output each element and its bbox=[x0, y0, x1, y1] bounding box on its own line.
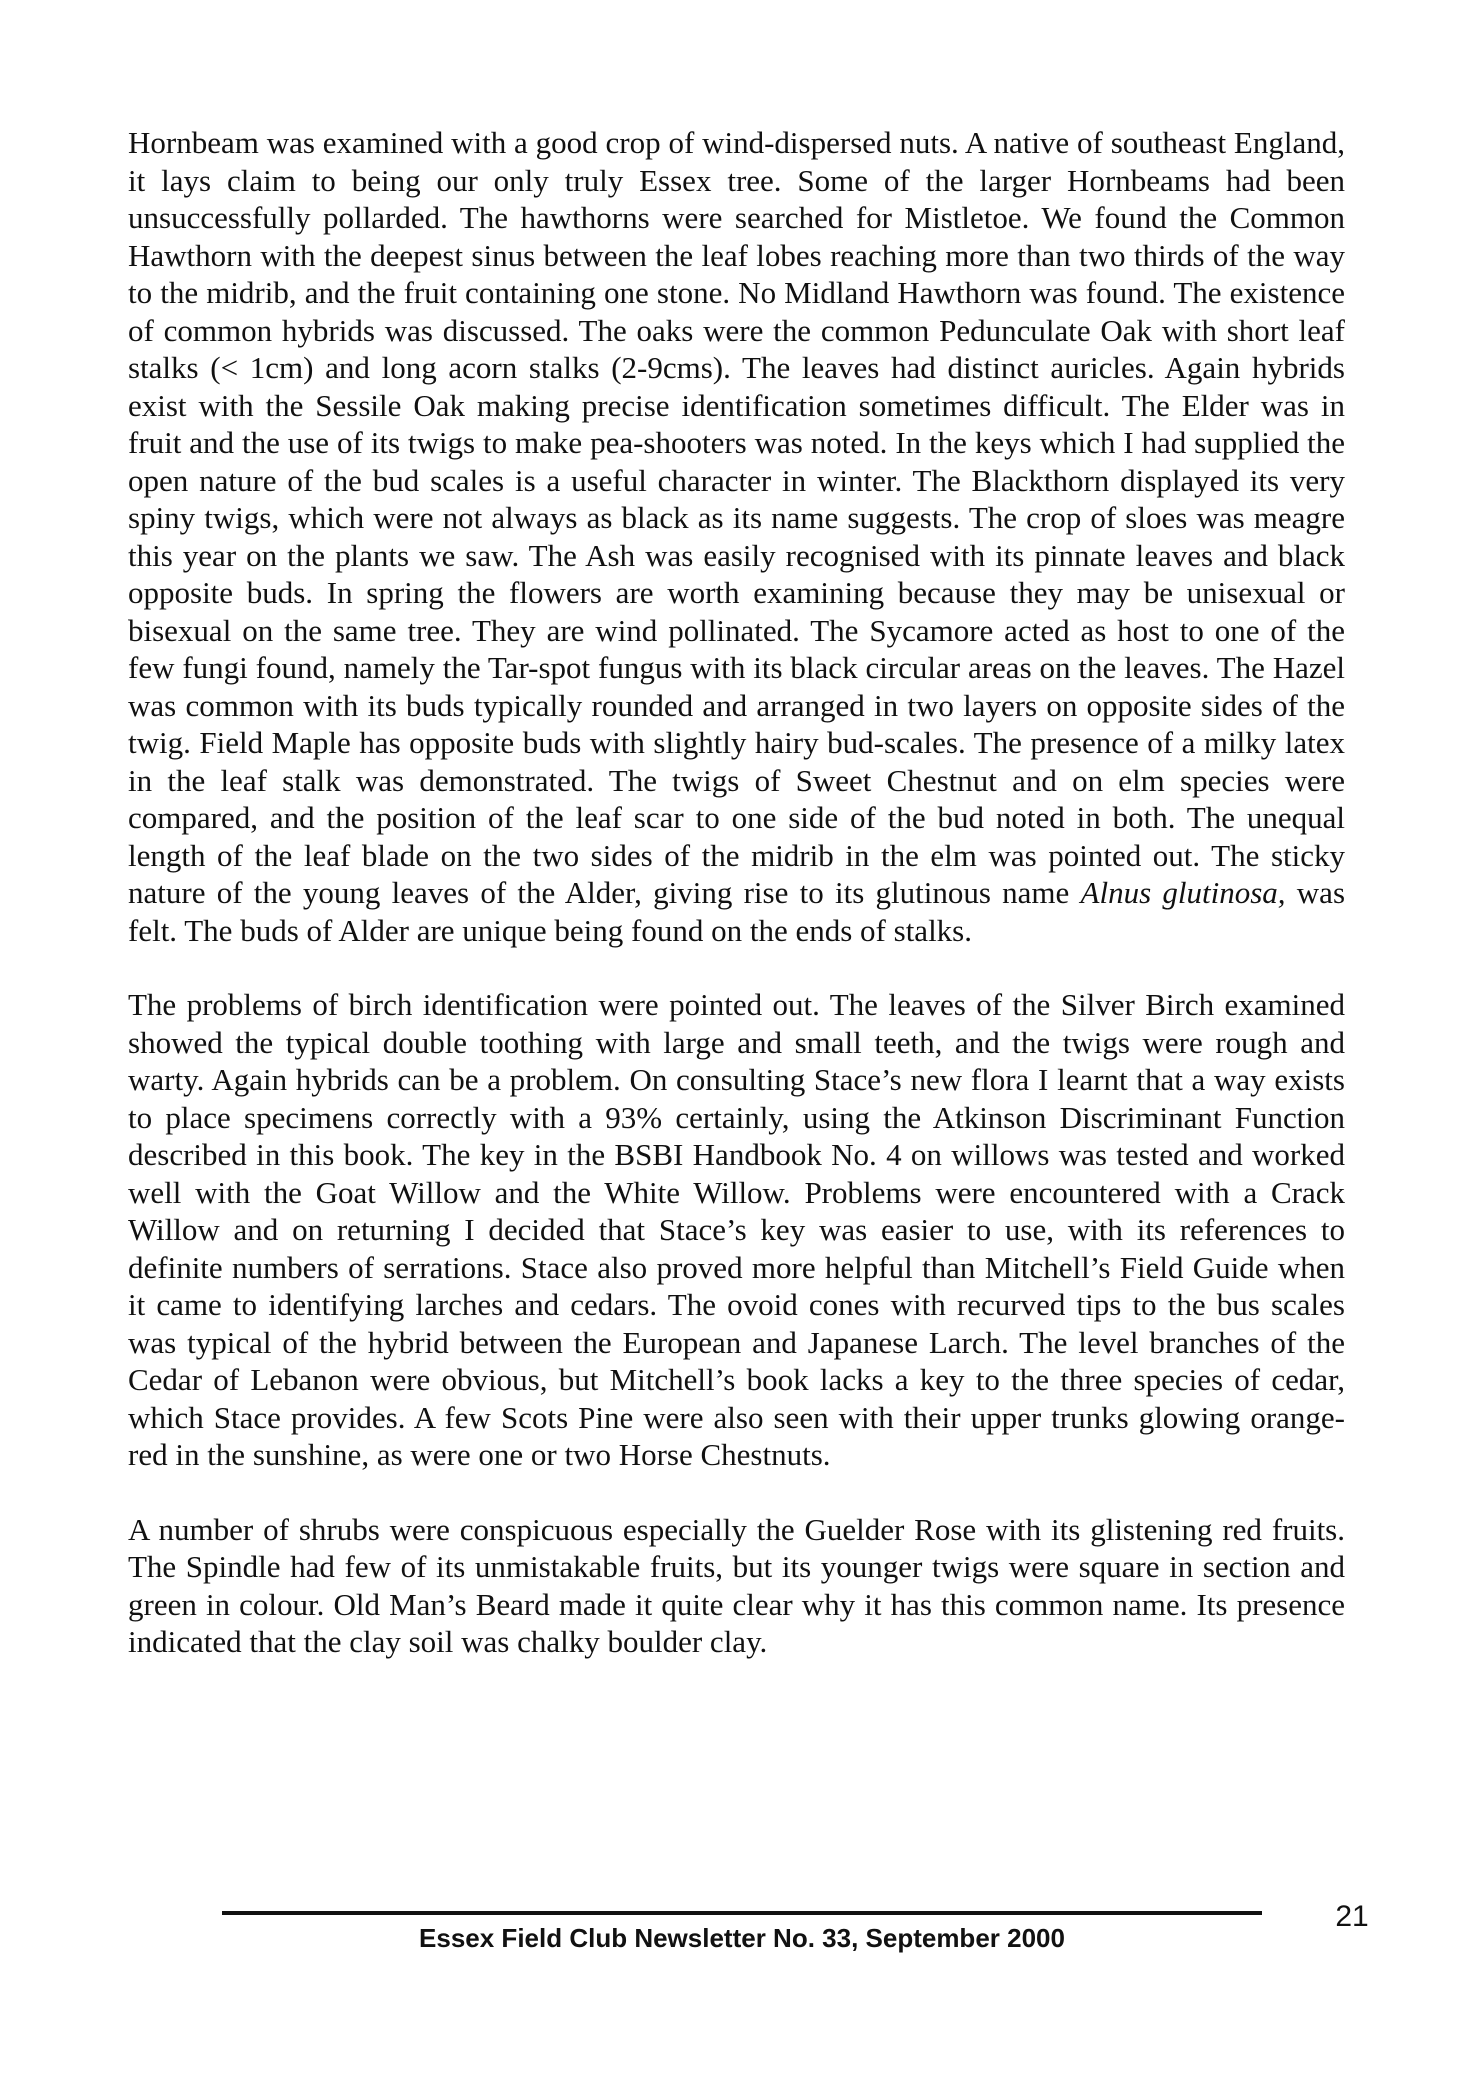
footer-publication-title: Essex Field Club Newsletter No. 33, September 2000 bbox=[419, 1923, 1065, 1953]
paragraph-shrubs: A number of shrubs were conspicuous especially the Guelder Rose with its glistening red fruits. The Spindle had few of its unmistakable fruits, but its younger twigs were square in section and green in colour. Old Man’s Beard made it quite clear why it has this common name. Its presence indicated that the clay soil was chalky boulder clay. bbox=[128, 1511, 1345, 1659]
page-number: 21 bbox=[1335, 1900, 1369, 1933]
paragraph-trees-text-start: Hornbeam was examined with a good crop of wind-dispersed nuts. A native of southeast England, it lays claim to being our only truly Essex tree. Some of the larger Hornbeams had been unsuccessfully pollarded. The hawthorns were searched for Mistletoe. We found the Common Hawthorn with the deepest sinus between the leaf lobes reaching more than two thirds of the way to the midrib, and the fruit containing one stone. No Midland Hawthorn was found. The existence of common hybrids was discussed. The oaks were the common Pedunculate Oak with short leaf stalks (< 1cm) and long acorn stalks (2-9cms). The leaves had distinct auricles. Again hybrids exist with the Sessile Oak making precise identification sometimes difficult. The Elder was in fruit and the use of its twigs to make pea-shooters was noted. In the keys which I had supplied the open nature of the bud scales is a useful character in winter. The Blackthorn displayed its very spiny twigs, which were not always as black as its name suggests. The crop of sloes was meagre this year on the plants we saw. The Ash was easily recognised with its pinnate leaves and black opposite buds. In spring the flowers are worth examining because they may be unisexual or bisexual on the same tree. They are wind pollinated. The Sycamore acted as host to one of the few fungi found, namely the Tar-spot fungus with its black circular areas on the leaves. The Hazel was common with its buds typically rounded and arranged in two layers on opposite sides of the twig. Field Maple has opposite buds with slightly hairy bud-scales. The presence of a milky latex in the leaf stalk was demonstrated. The twigs of Sweet Chestnut and on elm species were compared, and the position of the leaf scar to one side of the bud noted in both. The unequal length of the leaf blade on the two sides of the midrib in the elm was pointed out. The sticky nature of the young leaves of the Alder, giving rise to its glutinous name bbox=[128, 125, 1345, 910]
paragraph-trees-text-end: was felt. The buds of Alder are unique being found on the ends of stalks. bbox=[128, 875, 1346, 948]
paragraph-birch-identification: The problems of birch identification were pointed out. The leaves of the Silver Birch examined showed the typical double toothing with large and small teeth, and the twigs were rough and warty. Again hybrids can be a problem. On consulting Stace’s new flora I learnt that a way exists to place specimens correctly with a 93% certainly, using the Atkinson Discriminant Function described in this book. The key in the BSBI Handbook No. 4 on willows was tested and worked well with the Goat Willow and the White Willow. Problems were encountered with a Crack Willow and on returning I decided that Stace’s key was easier to use, with its references to definite numbers of serrations. Stace also proved more helpful than Mitchell’s Field Guide when it came to identifying larches and cedars. The ovoid cones with recurved tips to the bus scales was typical of the hybrid between the European and Japanese Larch. The level branches of the Cedar of Lebanon were obvious, but Mitchell’s book lacks a key to the three species of cedar, which Stace provides. A few Scots Pine were also seen with their upper trunks glowing orange-red in the sunshine, as were one or two Horse Chestnuts. bbox=[128, 987, 1345, 1472]
footer-divider bbox=[222, 1911, 1262, 1915]
article-body bbox=[128, 124, 1345, 1661]
latin-name-alnus-glutinosa: Alnus glutinosa, bbox=[1080, 875, 1286, 910]
paragraph-trees bbox=[128, 124, 1345, 949]
